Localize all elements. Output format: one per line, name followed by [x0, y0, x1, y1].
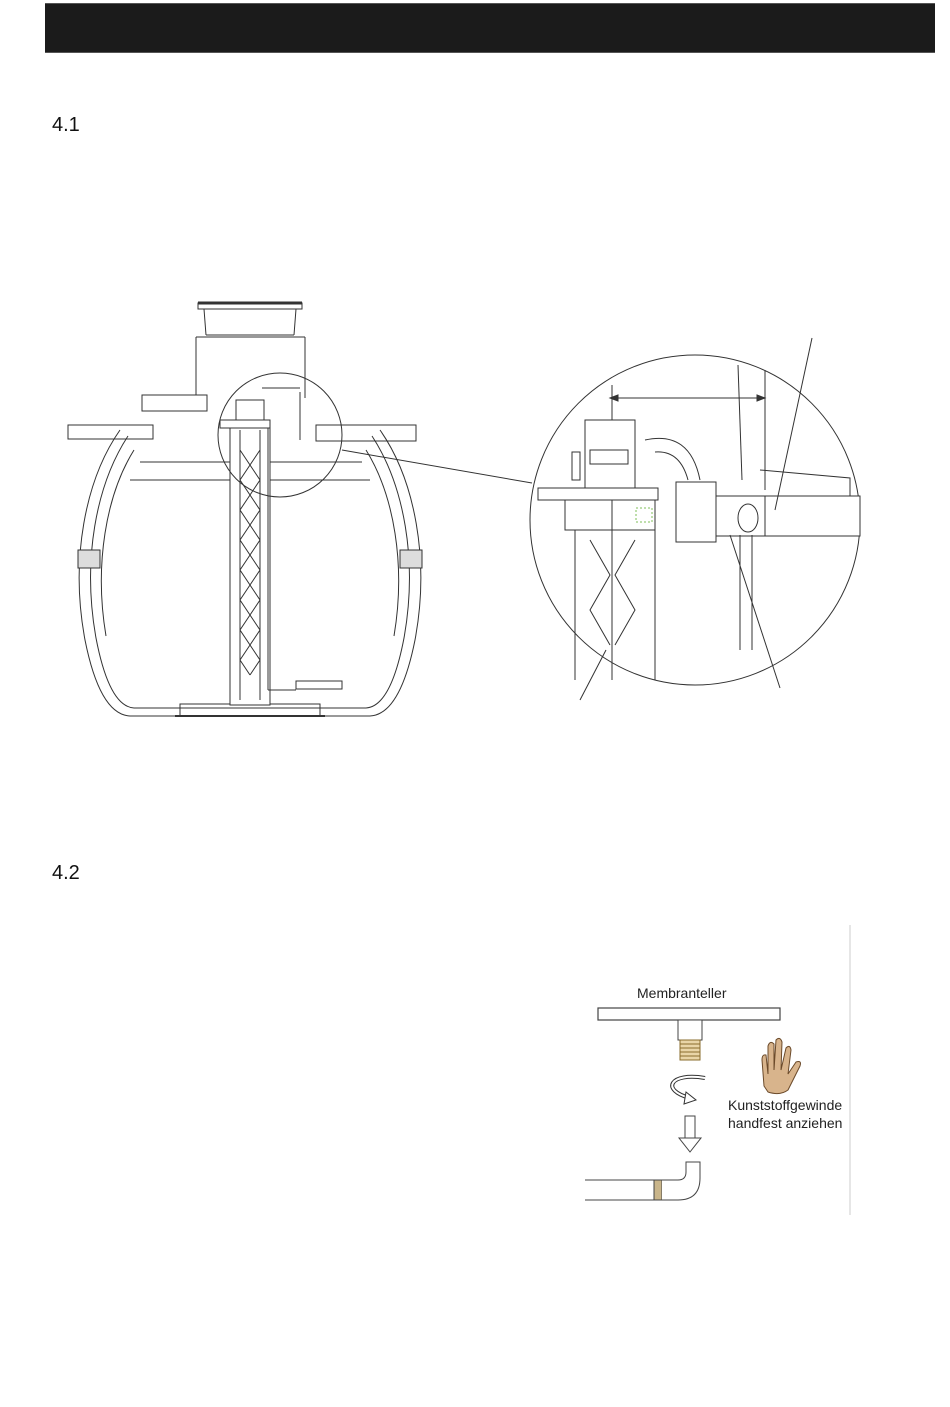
section-number-4-2: 4.2 — [52, 862, 80, 884]
down-arrow-icon — [679, 1116, 701, 1152]
membrane-plate — [598, 1008, 780, 1020]
rotate-arrow-icon — [672, 1077, 705, 1104]
tighten-hint-line1: Kunststoffgewinde — [728, 1097, 843, 1113]
section-number-4-1: 4.1 — [52, 114, 80, 136]
tighten-hint-line2: handfest anziehen — [728, 1115, 843, 1131]
hand-icon — [762, 1038, 801, 1093]
membrane-plate-label: Membranteller — [637, 985, 727, 1001]
